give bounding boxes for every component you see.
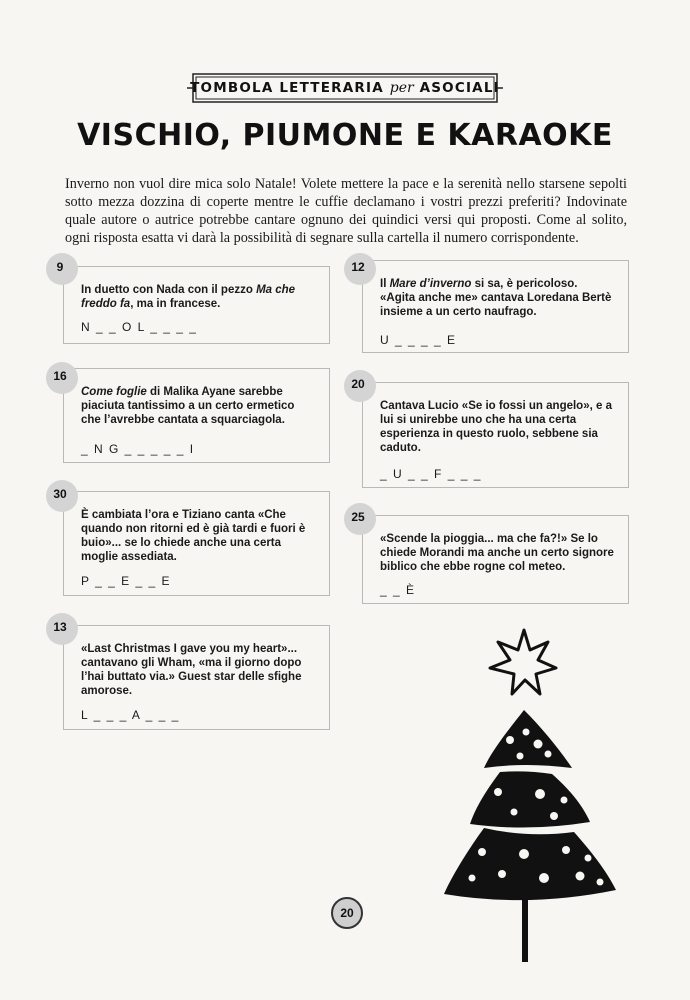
quiz-card-text: Come foglie di Malika Ayane sarebbe piaciuta tantissimo a un certo ermetico che l’avrebbe cantata a squarciagola. [81,386,295,426]
number-badge-12: 12 [344,253,376,285]
answer-blanks: P _ _ E _ _ E [81,574,171,588]
tree-icon [444,710,616,962]
banner-left-text: TOMBOLA LETTERARIA [190,80,384,96]
section-banner [187,72,503,104]
quiz-card-text: «Scende la pioggia... ma che fa?!» Se lo chiede Morandi ma anche un certo signore biblico che ebbe rogne col meteo. [380,533,614,573]
quiz-card-text: È cambiata l’ora e Tiziano canta «Che quando non ritorni ed è già tardi e fuori è buio»... se lo chiede anche una certa moglie assediata. [81,509,306,563]
banner-italic-text: per [389,80,414,96]
number-badge-20: 20 [344,370,376,402]
answer-blanks: N _ _ O L _ _ _ _ [81,320,198,334]
quiz-card-text: Il Mare d’inverno si sa, è pericoloso. «Agita anche me» cantava Loredana Bertè insieme a un certo naufrago. [380,278,612,318]
quiz-card-text: Cantava Lucio «Se io fossi un angelo», e a lui si unirebbe uno che ha una certa esperienza in questo ruolo, sebbene sia caduto. [380,400,612,454]
christmas-tree-illustration [440,628,630,968]
quiz-card-9 [63,266,330,344]
number-badge-9: 9 [46,253,78,285]
quiz-card-text: In duetto con Nada con il pezzo Ma che freddo fa, ma in francese. [81,284,296,310]
number-badge-25: 25 [344,503,376,535]
page-number-badge: 20 [331,897,363,929]
quiz-card-30 [63,491,330,596]
intro-paragraph: Inverno non vuol dire mica solo Natale! Volete mettere la pace e la serenità nello starsene sepolti sotto mezza dozzina di coperte mentre le cuffie declamano i vostri prezzi preferiti? Indovinate quale autore o autrice potrebbe cantare ognuno dei quindici versi qui proposti. Come al solito, ogni risposta esatta vi darà la possibilità di segnare sulla cartella il numero corrispondente. [65,176,627,246]
answer-blanks: L _ _ _ A _ _ _ [81,708,180,722]
number-badge-30: 30 [46,480,78,512]
quiz-card-13 [63,625,330,730]
quiz-card-25 [362,515,629,604]
star-icon [490,630,556,694]
number-badge-16: 16 [46,362,78,394]
banner-label [190,80,500,96]
quiz-card-text: «Last Christmas I gave you my heart»... cantavano gli Wham, «ma il giorno dopo l’hai buttato via.» Guest star delle sfighe amorose. [81,643,302,697]
page-title: VISCHIO, PIUMONE E KARAOKE [77,118,613,153]
number-badge-13: 13 [46,613,78,645]
answer-blanks: _ _ È [380,583,416,597]
quiz-card-12 [362,260,629,353]
answer-blanks: U _ _ _ _ E [380,333,457,347]
answer-blanks: _ N G _ _ _ _ _ I [81,442,195,456]
quiz-card-16 [63,368,330,463]
answer-blanks: _ U _ _ F _ _ _ [380,467,482,481]
quiz-card-20 [362,382,629,488]
banner-right-text: ASOCIALI [419,80,500,96]
